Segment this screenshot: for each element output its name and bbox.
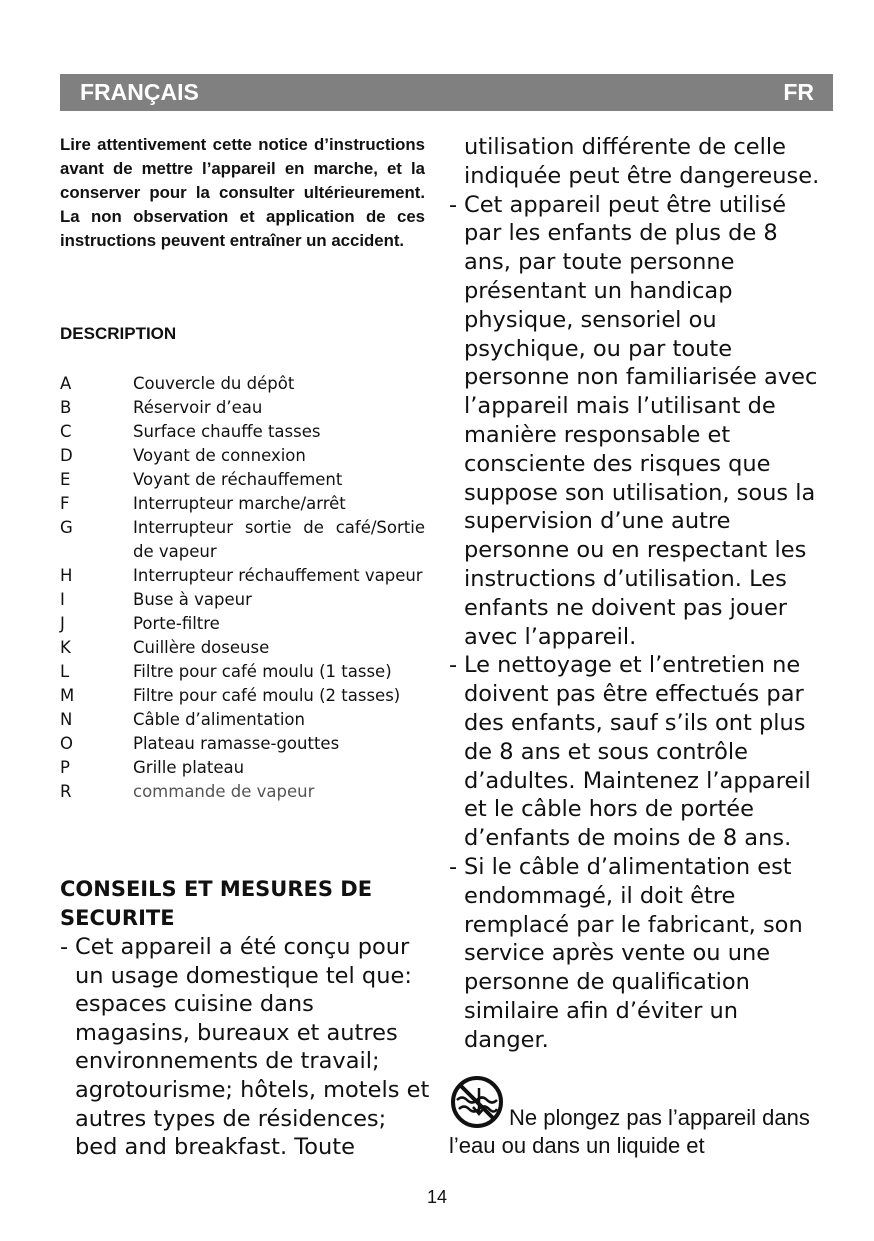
part-item [60,564,425,588]
language-header-bar [60,74,833,111]
part-item [60,636,425,660]
part-item [60,756,425,780]
part-item [60,708,425,732]
part-name: Interrupteur réchauffement vapeur [133,566,423,585]
part-letter: I [60,590,65,609]
part-item [60,660,425,684]
part-name: Réservoir d’eau [133,398,263,417]
part-letter: J [60,614,65,633]
part-item [60,516,425,564]
part-item [60,588,425,612]
part-letter: L [60,662,70,681]
part-name: Plateau ramasse-gouttes [133,734,340,753]
part-item [60,492,425,516]
part-letter: R [60,782,72,801]
part-name: Interrupteur marche/arrêt [133,494,346,513]
part-letter: G [60,518,73,537]
part-letter: O [60,734,73,753]
part-letter: D [60,446,73,465]
part-letter: K [60,638,71,657]
safety-item: - Si le câble d’alimentation est endommagé, il doit être remplacé par le fabricant, son service après vente ou une personne de qualification similaire afin d’éviter un danger. [449,853,824,1055]
part-item [60,732,425,756]
part-item [60,420,425,444]
part-letter: F [60,494,70,513]
part-letter: N [60,710,73,729]
page-number: 14 [426,1187,448,1207]
part-name: Surface chauffe tasses [133,422,321,441]
part-name: Grille plateau [133,758,245,777]
part-name: Voyant de réchauffement [133,470,343,489]
part-letter: C [60,422,72,441]
language-code: FR [783,79,814,105]
safety-item-continued: utilisation différente de celle indiquée peut être dangereuse. [464,134,820,189]
part-name: Buse à vapeur [133,590,252,609]
safety-item: - Cet appareil a été conçu pour un usage domestique tel que: espaces cuisine dans magasins, bureaux et autres environnements de travail; agrotourisme; hôtels, motels et autres types de résidences; bed and breakfast. Toute [60,933,430,1162]
part-name: Interrupteur sortie de café/Sortie de vapeur [133,518,425,561]
part-item [60,612,425,636]
safety-list-left [60,933,430,1162]
part-letter: A [60,374,72,393]
part-letter: E [60,470,71,489]
warning-text: Ne plongez pas l’appareil dans l’eau ou dans un liquide et [449,1105,810,1158]
parts-list [60,372,425,804]
safety-item: - Le nettoyage et l’entretien ne doivent pas être effectués par des enfants, sauf s’ils ont plus de 8 ans et sous contrôle d’adultes. Maintenez l’appareil et le câble hors de portée d’enfants de moins de 8 ans. [449,651,824,853]
immersion-warning [449,1076,829,1160]
part-name: Couvercle du dépôt [133,374,295,393]
no-immersion-icon [449,1076,507,1132]
part-name: Porte-filtre [133,614,220,633]
part-item [60,444,425,468]
right-column [449,133,824,1055]
safety-list-right [449,191,824,1055]
part-item [60,468,425,492]
part-letter: H [60,566,73,585]
part-letter: B [60,398,72,417]
part-item [60,684,425,708]
part-item [60,372,425,396]
part-name: Filtre pour café moulu (1 tasse) [133,662,392,681]
part-name: Voyant de connexion [133,446,306,465]
description-heading: DESCRIPTION [60,324,177,343]
part-item [60,780,425,804]
intro-warning-text: Lire attentivement cette notice d’instructions avant de mettre l’appareil en marche, et la conserver pour la consulter ultérieurement. La non observation et application de ces instructions peuvent entraîner un accident. [60,135,425,250]
safety-heading: CONSEILS ET MESURES DE SECURITE [60,877,373,930]
part-name: Câble d’alimentation [133,710,305,729]
language-title: FRANÇAIS [80,79,199,105]
part-letter: M [60,686,75,705]
part-letter: P [60,758,70,777]
part-name: commande de vapeur [133,782,315,801]
part-name: Cuillère doseuse [133,638,270,657]
part-item [60,396,425,420]
safety-item: - Cet appareil peut être utilisé par les enfants de plus de 8 ans, par toute personne présentant un handicap physique, sensoriel ou psychique, ou par toute personne non familiarisée avec l’appareil mais l’utilisant de manière responsable et consciente des risques que suppose son utilisation, sous la supervision d’une autre personne ou en respectant les instructions d’utilisation. Les enfants ne doivent pas jouer avec l’appareil. [449,191,824,652]
part-name: Filtre pour café moulu (2 tasses) [133,686,401,705]
